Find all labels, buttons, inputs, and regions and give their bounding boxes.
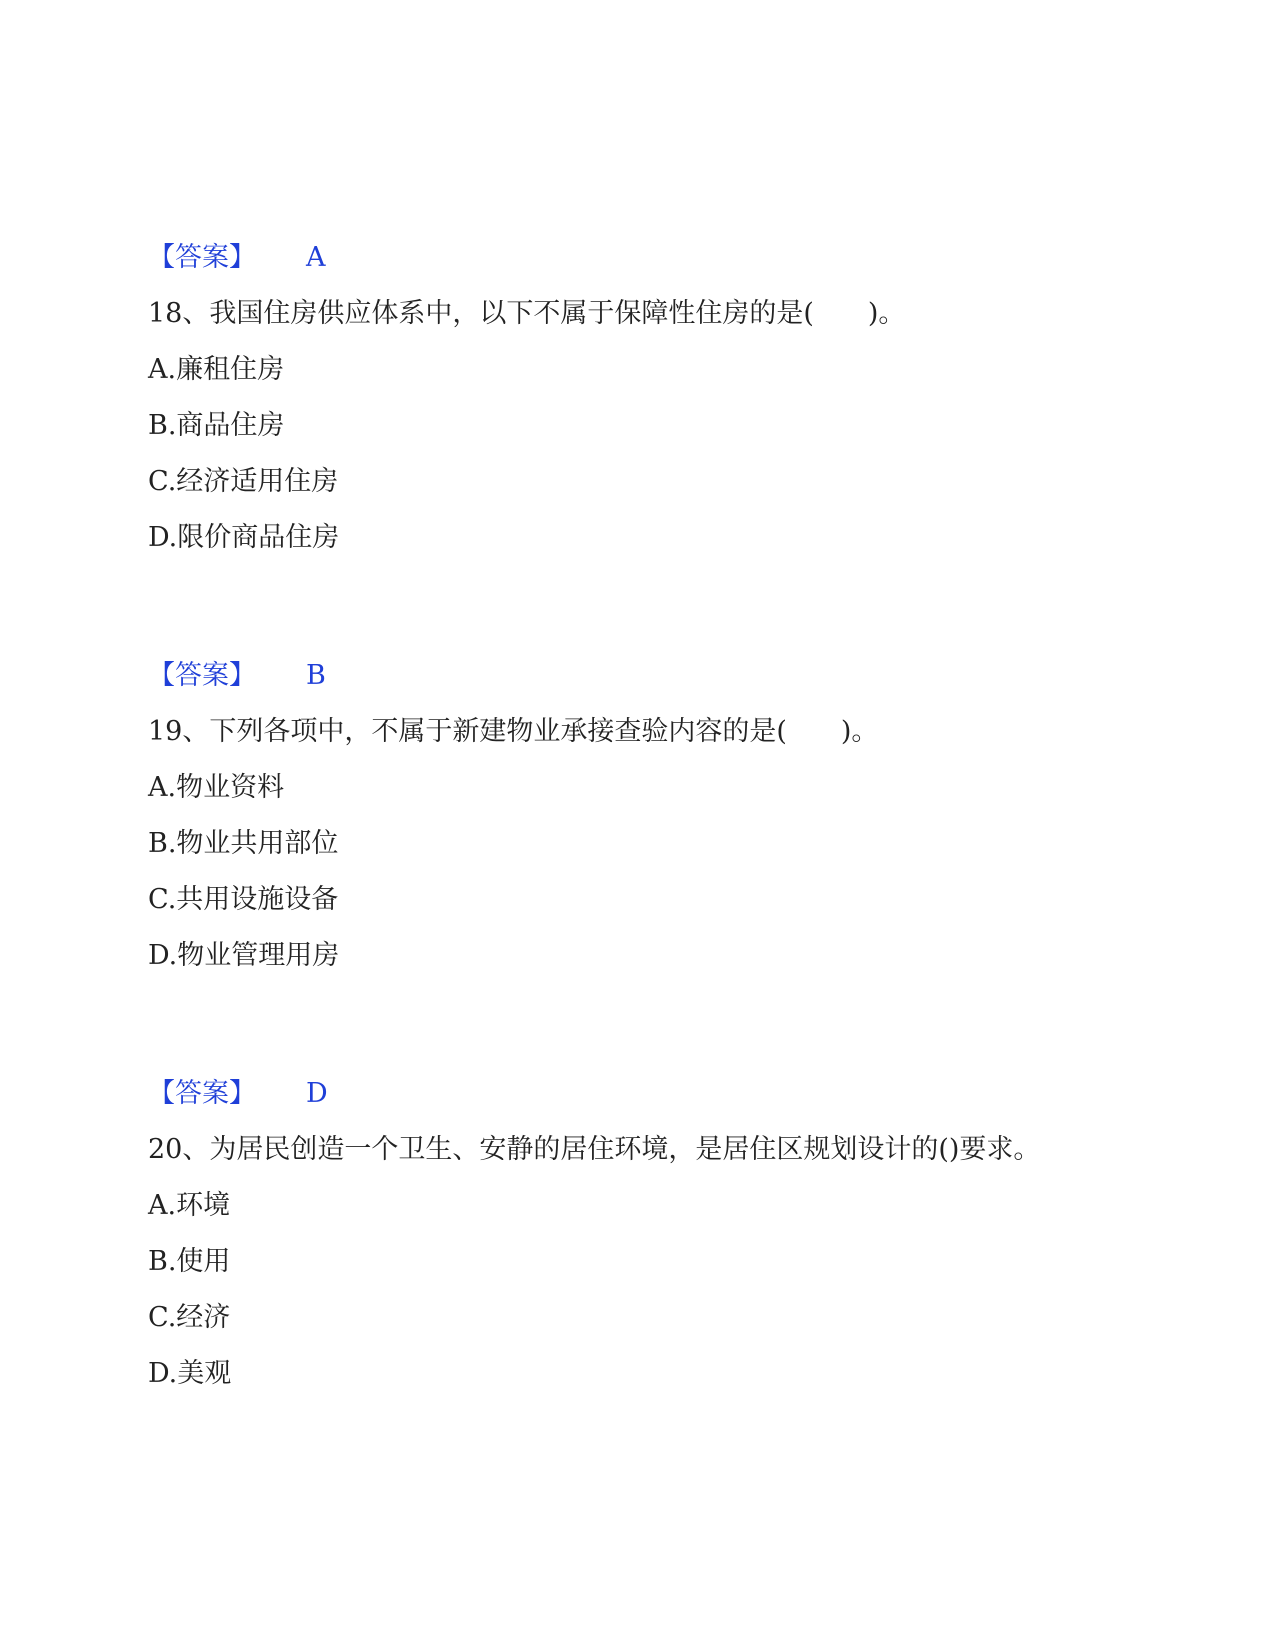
question-text: 18、我国住房供应体系中，以下不属于保障性住房的是( )。 xyxy=(148,298,906,329)
answer-label: 【答案】 xyxy=(148,242,256,273)
option-d: D.美观 xyxy=(148,1358,232,1389)
option-a: A.廉租住房 xyxy=(148,354,285,385)
option-a: A.物业资料 xyxy=(148,772,285,803)
answer-value: A xyxy=(306,242,326,273)
answer-line xyxy=(148,238,1148,278)
answer-label: 【答案】 xyxy=(148,1078,256,1109)
answer-line xyxy=(148,656,1148,696)
option-d: D.限价商品住房 xyxy=(148,522,340,553)
option-b: B.使用 xyxy=(148,1246,231,1277)
question-block-19 xyxy=(148,656,1148,976)
question-block-18 xyxy=(148,238,1148,558)
option-c: C.经济 xyxy=(148,1302,231,1333)
option-a: A.环境 xyxy=(148,1190,231,1221)
answer-value: B xyxy=(306,660,326,691)
answer-value: D xyxy=(306,1078,328,1109)
option-b: B.商品住房 xyxy=(148,410,285,441)
question-text: 19、下列各项中，不属于新建物业承接查验内容的是( )。 xyxy=(148,716,879,747)
option-c: C.经济适用住房 xyxy=(148,466,339,497)
option-c: C.共用设施设备 xyxy=(148,884,339,915)
question-block-20 xyxy=(148,1074,1148,1394)
answer-line xyxy=(148,1074,1148,1114)
option-d: D.物业管理用房 xyxy=(148,940,340,971)
answer-label: 【答案】 xyxy=(148,660,256,691)
option-b: B.物业共用部位 xyxy=(148,828,339,859)
question-text: 20、为居民创造一个卫生、安静的居住环境，是居住区规划设计的()要求。 xyxy=(148,1134,1041,1165)
